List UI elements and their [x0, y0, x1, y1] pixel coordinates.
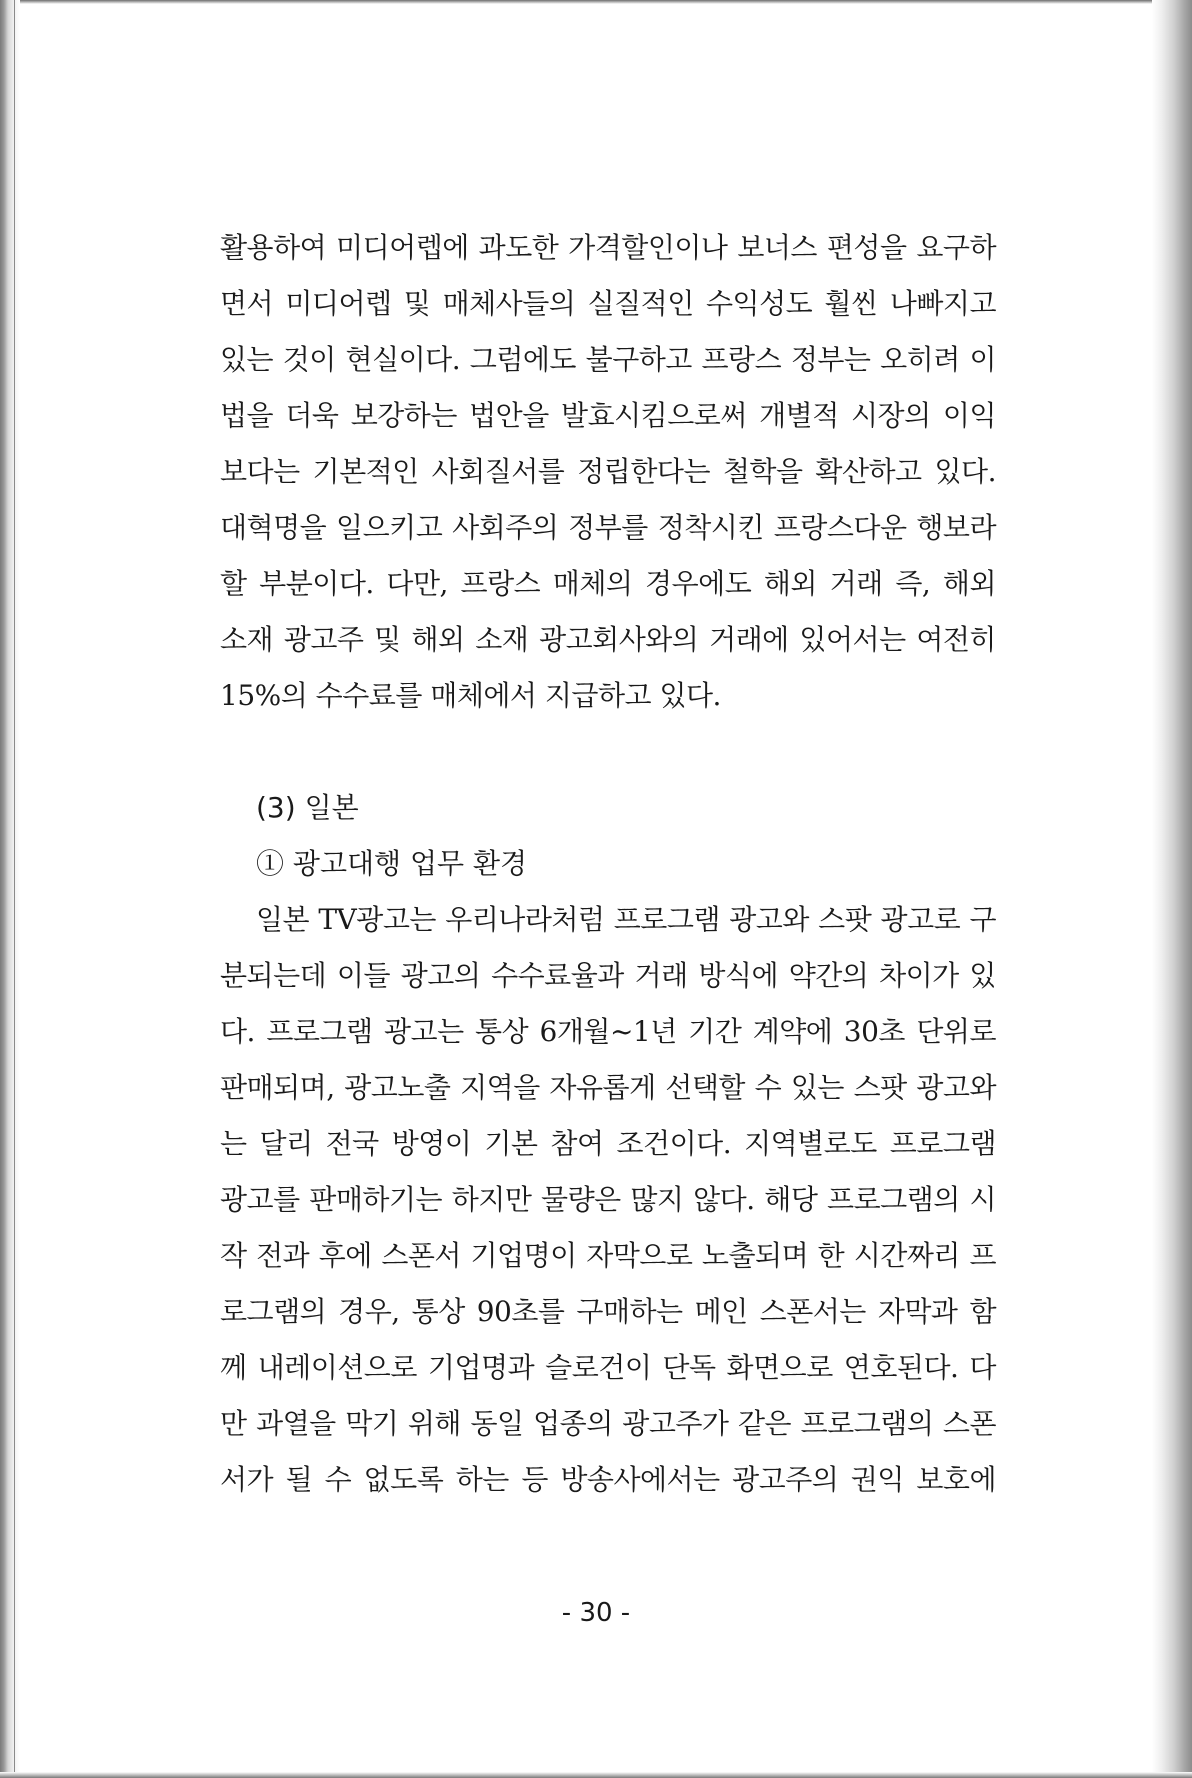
- page-left-edge-line: [14, 0, 15, 1778]
- page-left-edge: [0, 0, 20, 1778]
- text-line: 로그램의 경우, 통상 90초를 구매하는 메인 스폰서는 자막과 함: [220, 1295, 996, 1328]
- text-line: 광고를 판매하기는 하지만 물량은 많지 않다. 해당 프로그램의 시: [220, 1183, 996, 1216]
- text-line: 할 부분이다. 다만, 프랑스 매체의 경우에도 해외 거래 즉, 해외: [220, 567, 996, 600]
- text-line: 있는 것이 현실이다. 그럼에도 불구하고 프랑스 정부는 오히려 이: [220, 343, 996, 376]
- text-line: 면서 미디어렙 및 매체사들의 실질적인 수익성도 훨씬 나빠지고: [220, 287, 996, 320]
- page-right-edge: [1152, 0, 1192, 1778]
- paragraph-japan: [220, 892, 996, 1508]
- text-line: 작 전과 후에 스폰서 기업명이 자막으로 노출되며 한 시간짜리 프: [220, 1239, 996, 1272]
- page-number: - 30 -: [561, 1598, 631, 1628]
- text-line: 일본 TV광고는 우리나라처럼 프로그램 광고와 스팟 광고로 구: [256, 903, 996, 936]
- text-line: 판매되며, 광고노출 지역을 자유롭게 선택할 수 있는 스팟 광고와: [220, 1071, 996, 1104]
- section-heading: (3) 일본: [256, 791, 359, 824]
- text-line: 다. 프로그램 광고는 통상 6개월~1년 기간 계약에 30초 단위로: [220, 1015, 996, 1048]
- text-line: 서가 될 수 없도록 하는 등 방송사에서는 광고주의 권익 보호에: [220, 1463, 996, 1496]
- text-line: 활용하여 미디어렙에 과도한 가격할인이나 보너스 편성을 요구하: [220, 231, 996, 264]
- paragraph-france-continued: [220, 220, 996, 724]
- subsection-heading: ① 광고대행 업무 환경: [256, 847, 528, 880]
- text-line: 법을 더욱 보강하는 법안을 발효시킴으로써 개별적 시장의 이익: [220, 399, 996, 432]
- page-body: [220, 220, 996, 1508]
- section-spacer: [220, 724, 996, 780]
- text-line: 만 과열을 막기 위해 동일 업종의 광고주가 같은 프로그램의 스폰: [220, 1407, 996, 1440]
- page-bottom-edge: [0, 1772, 1192, 1778]
- text-line: 보다는 기본적인 사회질서를 정립한다는 철학을 확산하고 있다.: [220, 455, 996, 488]
- text-line: 는 달리 전국 방영이 기본 참여 조건이다. 지역별로도 프로그램: [220, 1127, 996, 1160]
- text-line: 15%의 수수료를 매체에서 지급하고 있다.: [220, 679, 721, 712]
- page-top-edge: [0, 0, 1192, 4]
- text-line: 분되는데 이들 광고의 수수료율과 거래 방식에 약간의 차이가 있: [220, 959, 996, 992]
- text-line: 께 내레이션으로 기업명과 슬로건이 단독 화면으로 연호된다. 다: [220, 1351, 996, 1384]
- text-line: 소재 광고주 및 해외 소재 광고회사와의 거래에 있어서는 여전히: [220, 623, 996, 656]
- text-line: 대혁명을 일으키고 사회주의 정부를 정착시킨 프랑스다운 행보라: [220, 511, 996, 544]
